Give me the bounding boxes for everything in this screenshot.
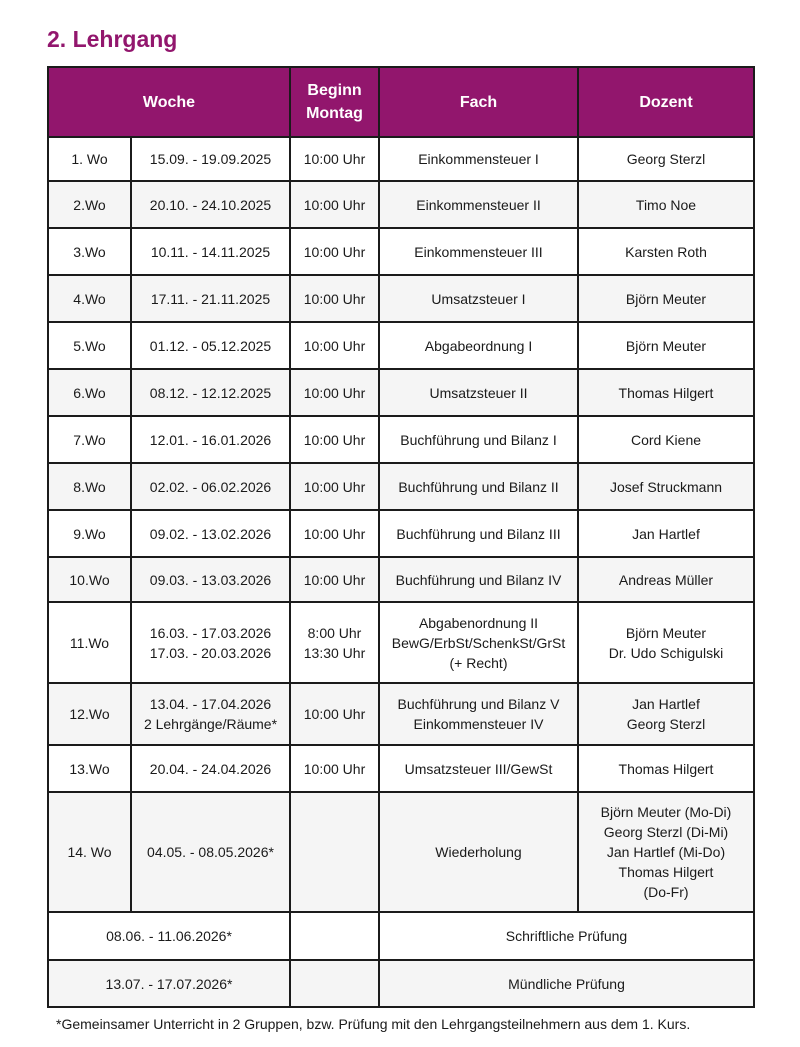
lecturer-cell <box>578 416 754 463</box>
date-cell-line: 15.09. - 19.09.2025 <box>149 151 272 167</box>
lecturer-cell-line: Jan Hartlef <box>632 525 700 542</box>
time-cell-line: 10:00 Uhr <box>303 196 366 213</box>
time-cell-line: 10:00 Uhr <box>303 290 366 307</box>
table-row <box>48 181 754 228</box>
header-woche: Woche <box>48 67 290 137</box>
week-cell: 2.Wo <box>48 181 131 228</box>
date-cell <box>131 510 290 557</box>
time-cell <box>290 137 379 181</box>
lecturer-cell-line: Dr. Udo Schigulski <box>608 644 724 661</box>
exam-date-cell: 13.07. - 17.07.2026* <box>48 960 290 1007</box>
lecturer-cell <box>578 557 754 602</box>
subject-cell-line: Wiederholung <box>435 844 522 860</box>
lecturer-cell-line: Jan Hartlef <box>632 696 700 712</box>
time-cell-line: 10:00 Uhr <box>303 478 366 495</box>
lecturer-cell <box>578 510 754 557</box>
date-cell-line: 02.02. - 06.02.2026 <box>149 478 272 495</box>
subject-cell-line: Buchführung und Bilanz IV <box>395 571 562 588</box>
date-cell <box>131 602 290 683</box>
lecturer-cell <box>578 463 754 510</box>
time-cell-line: 8:00 Uhr <box>307 624 362 641</box>
table-row <box>48 683 754 745</box>
time-cell <box>290 602 379 683</box>
lecturer-cell <box>578 228 754 275</box>
table-row <box>48 602 754 683</box>
schedule-table <box>47 66 755 1008</box>
date-cell <box>131 322 290 369</box>
time-cell <box>290 181 379 228</box>
header-beginn-line: Beginn <box>307 82 362 99</box>
date-cell-line: 10.11. - 14.11.2025 <box>150 243 271 260</box>
schedule-body <box>48 137 754 1007</box>
time-cell-line: 10:00 Uhr <box>303 525 366 542</box>
subject-cell <box>379 322 578 369</box>
lecturer-cell-line: Josef Struckmann <box>609 478 723 495</box>
time-cell <box>290 322 379 369</box>
week-cell: 8.Wo <box>48 463 131 510</box>
table-row <box>48 369 754 416</box>
lecturer-cell <box>578 275 754 322</box>
lecturer-cell-line: Georg Sterzl <box>626 151 706 167</box>
date-cell <box>131 369 290 416</box>
time-cell <box>290 275 379 322</box>
exam-time-cell <box>290 912 379 960</box>
table-row <box>48 745 754 792</box>
subject-cell-line: Buchführung und Bilanz III <box>396 525 561 542</box>
subject-cell-line: Umsatzsteuer III/GewSt <box>404 760 553 777</box>
exam-row <box>48 912 754 960</box>
subject-cell <box>379 745 578 792</box>
time-cell-line: 10:00 Uhr <box>303 431 366 448</box>
date-cell-line: 09.02. - 13.02.2026 <box>149 525 272 542</box>
date-cell <box>131 275 290 322</box>
time-cell-line: 10:00 Uhr <box>303 151 366 167</box>
date-cell-line: 04.05. - 08.05.2026* <box>147 844 274 860</box>
time-cell <box>290 745 379 792</box>
week-cell: 10.Wo <box>48 557 131 602</box>
table-row <box>48 510 754 557</box>
time-cell <box>290 463 379 510</box>
date-cell <box>131 683 290 745</box>
lecturer-cell <box>578 369 754 416</box>
week-cell: 7.Wo <box>48 416 131 463</box>
week-cell: 9.Wo <box>48 510 131 557</box>
week-cell: 1. Wo <box>48 137 131 181</box>
exam-time-cell <box>290 960 379 1007</box>
lecturer-cell-line: Jan Hartlef (Mi-Do) <box>606 844 726 860</box>
subject-cell-line: Einkommensteuer I <box>418 151 539 167</box>
lecturer-cell-line: Björn Meuter (Mo-Di) <box>600 804 732 820</box>
lecturer-cell-line: Georg Sterzl (Di-Mi) <box>603 824 729 840</box>
lecturer-cell-line: Timo Noe <box>635 196 697 213</box>
table-row <box>48 792 754 912</box>
subject-cell-line: BewG/ErbSt/SchenkSt/GrSt <box>391 634 566 651</box>
subject-cell-line: Umsatzsteuer I <box>431 290 526 307</box>
header-fach: Fach <box>379 67 578 137</box>
header-beginn-line: Montag <box>306 105 363 122</box>
table-row <box>48 557 754 602</box>
lecturer-cell-line: Björn Meuter <box>625 337 707 354</box>
header-beginn <box>290 67 379 137</box>
date-cell-line: 09.03. - 13.03.2026 <box>149 571 272 588</box>
week-cell: 5.Wo <box>48 322 131 369</box>
time-cell <box>290 510 379 557</box>
date-cell-line: 20.10. - 24.10.2025 <box>149 196 272 213</box>
lecturer-cell-line: Karsten Roth <box>625 243 707 260</box>
subject-cell <box>379 369 578 416</box>
time-cell-line: 10:00 Uhr <box>303 243 366 260</box>
date-cell-line: 16.03. - 17.03.2026 <box>149 624 272 641</box>
time-cell <box>290 228 379 275</box>
date-cell-line: 17.11. - 21.11.2025 <box>150 290 271 307</box>
header-row <box>48 67 754 137</box>
subject-cell-line: Abgabenordnung II <box>418 614 539 631</box>
lecturer-cell-line: Björn Meuter <box>625 624 707 641</box>
week-cell: 6.Wo <box>48 369 131 416</box>
time-cell <box>290 369 379 416</box>
subject-cell-line: Buchführung und Bilanz I <box>400 431 557 448</box>
exam-row <box>48 960 754 1007</box>
lecturer-cell-line: Georg Sterzl <box>626 716 706 732</box>
lecturer-cell-line: Thomas Hilgert <box>618 384 714 401</box>
subject-cell-line: Buchführung und Bilanz V <box>397 696 560 712</box>
date-cell-line: 2 Lehrgänge/Räume* <box>143 716 278 732</box>
subject-cell-line: Buchführung und Bilanz II <box>398 478 559 495</box>
time-cell-line: 10:00 Uhr <box>303 760 366 777</box>
exam-date-cell: 08.06. - 11.06.2026* <box>48 912 290 960</box>
subject-cell <box>379 510 578 557</box>
time-cell <box>290 792 379 912</box>
lecturer-cell-line: Thomas Hilgert <box>618 864 714 880</box>
subject-cell <box>379 275 578 322</box>
header-dozent: Dozent <box>578 67 754 137</box>
lecturer-cell-line: (Do-Fr) <box>643 884 689 900</box>
table-row <box>48 322 754 369</box>
date-cell <box>131 557 290 602</box>
table-row <box>48 463 754 510</box>
date-cell-line: 08.12. - 12.12.2025 <box>149 384 272 401</box>
lecturer-cell-line: Björn Meuter <box>625 290 707 307</box>
week-cell: 12.Wo <box>48 683 131 745</box>
lecturer-cell <box>578 181 754 228</box>
subject-cell-line: Einkommensteuer III <box>414 243 543 260</box>
subject-cell-line: Einkommensteuer IV <box>413 716 544 732</box>
subject-cell-line: (+ Recht) <box>449 654 508 671</box>
lecturer-cell <box>578 602 754 683</box>
subject-cell <box>379 137 578 181</box>
subject-cell <box>379 463 578 510</box>
lecturer-cell-line: Andreas Müller <box>618 571 714 588</box>
week-cell: 3.Wo <box>48 228 131 275</box>
subject-cell-line: Abgabeordnung I <box>424 337 533 354</box>
time-cell-line: 10:00 Uhr <box>303 337 366 354</box>
week-cell: 11.Wo <box>48 602 131 683</box>
subject-cell-line: Umsatzsteuer II <box>429 384 528 401</box>
date-cell <box>131 181 290 228</box>
lecturer-cell <box>578 745 754 792</box>
exam-label-cell: Schriftliche Prüfung <box>379 912 754 960</box>
date-cell <box>131 137 290 181</box>
subject-cell <box>379 683 578 745</box>
time-cell-line: 10:00 Uhr <box>303 384 366 401</box>
footnote: *Gemeinsamer Unterricht in 2 Gruppen, bzw. Prüfung mit den Lehrgangsteilnehmern aus dem 1. Kurs. <box>56 1016 691 1032</box>
lecturer-cell <box>578 792 754 912</box>
time-cell-line: 10:00 Uhr <box>303 571 366 588</box>
subject-cell <box>379 557 578 602</box>
date-cell <box>131 416 290 463</box>
lecturer-cell <box>578 322 754 369</box>
lecturer-cell-line: Cord Kiene <box>630 431 702 448</box>
week-cell: 13.Wo <box>48 745 131 792</box>
subject-cell <box>379 792 578 912</box>
date-cell <box>131 228 290 275</box>
date-cell-line: 17.03. - 20.03.2026 <box>149 644 272 661</box>
page-title: 2. Lehrgang <box>47 26 178 52</box>
time-cell <box>290 557 379 602</box>
subject-cell <box>379 228 578 275</box>
lecturer-cell <box>578 683 754 745</box>
date-cell-line: 01.12. - 05.12.2025 <box>149 337 272 354</box>
date-cell <box>131 792 290 912</box>
time-cell <box>290 416 379 463</box>
subject-cell <box>379 602 578 683</box>
table-row <box>48 275 754 322</box>
subject-cell <box>379 181 578 228</box>
subject-cell <box>379 416 578 463</box>
week-cell: 4.Wo <box>48 275 131 322</box>
time-cell <box>290 683 379 745</box>
lecturer-cell <box>578 137 754 181</box>
lecturer-cell-line: Thomas Hilgert <box>618 760 714 777</box>
date-cell-line: 20.04. - 24.04.2026 <box>149 760 272 777</box>
table-row <box>48 228 754 275</box>
week-cell: 14. Wo <box>48 792 131 912</box>
table-row <box>48 416 754 463</box>
time-cell-line: 13:30 Uhr <box>303 644 366 661</box>
date-cell-line: 13.04. - 17.04.2026 <box>149 696 272 712</box>
time-cell-line: 10:00 Uhr <box>303 706 366 722</box>
date-cell <box>131 745 290 792</box>
exam-label-cell: Mündliche Prüfung <box>379 960 754 1007</box>
subject-cell-line: Einkommensteuer II <box>416 196 541 213</box>
table-row <box>48 137 754 181</box>
date-cell <box>131 463 290 510</box>
date-cell-line: 12.01. - 16.01.2026 <box>149 431 272 448</box>
